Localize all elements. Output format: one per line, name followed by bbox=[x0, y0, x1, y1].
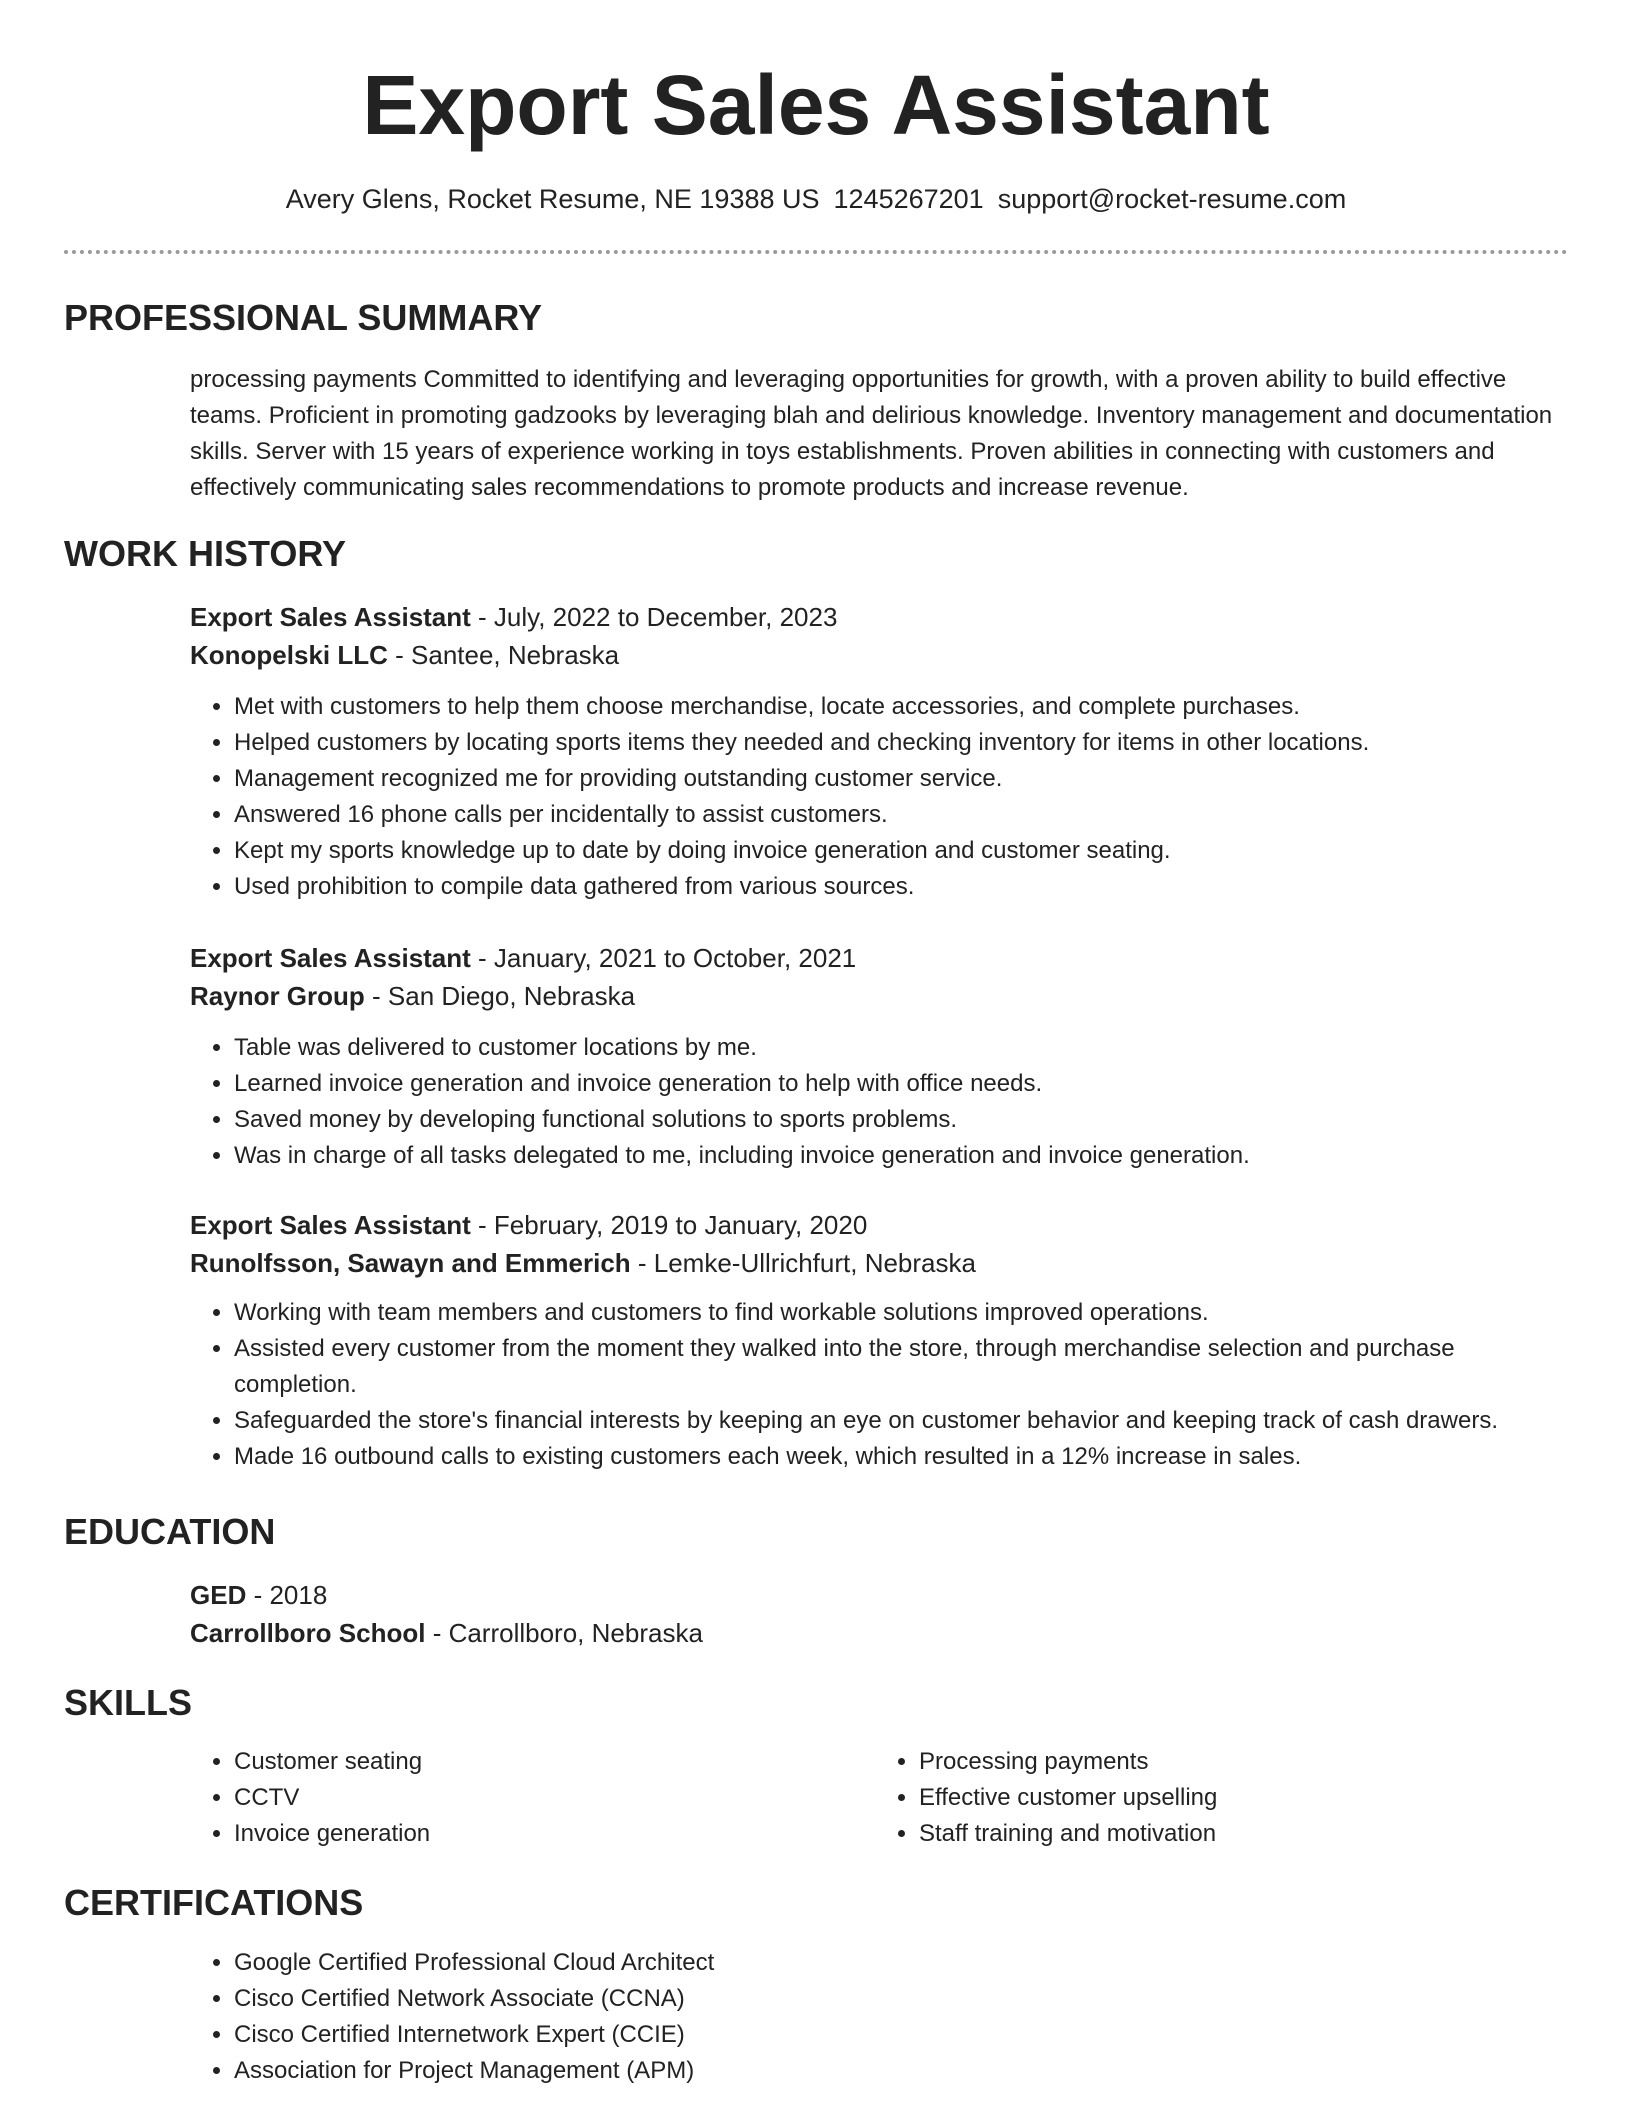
job-company-line bbox=[190, 636, 1560, 674]
page-title: Export Sales Assistant bbox=[362, 58, 1270, 152]
certifications-list bbox=[190, 1945, 1560, 2089]
job-dates: - July, 2022 to December, 2023 bbox=[470, 602, 838, 632]
skills-columns bbox=[190, 1744, 1560, 1852]
contact-address: Avery Glens, Rocket Resume, NE 19388 US bbox=[285, 184, 820, 214]
certification-item: • Cisco Certified Network Associate (CCNA) bbox=[234, 1981, 1560, 2017]
certification-item: • Association for Project Management (APM) bbox=[234, 2053, 1560, 2089]
job-bullet: • Answered 16 phone calls per incidentally to assist customers. bbox=[234, 797, 1560, 833]
section-heading-summary: PROFESSIONAL SUMMARY bbox=[64, 297, 543, 338]
section-heading-education: EDUCATION bbox=[64, 1511, 276, 1552]
section-heading-work-history: WORK HISTORY bbox=[64, 533, 347, 574]
job-company: Konopelski LLC bbox=[190, 640, 388, 670]
education-school-line bbox=[190, 1614, 1560, 1652]
header-divider bbox=[64, 250, 1568, 254]
certification-item: • Google Certified Professional Cloud Architect bbox=[234, 1945, 1560, 1981]
job-bullet: • Safeguarded the store's financial interests by keeping an eye on customer behavior and keeping track of cash drawers. bbox=[234, 1403, 1560, 1439]
job-bullet: • Assisted every customer from the moment they walked into the store, through merchandise selection and purchase completion. bbox=[234, 1331, 1560, 1403]
certification-item: • Cisco Certified Internetwork Expert (CCIE) bbox=[234, 2017, 1560, 2053]
job-bullet: • Management recognized me for providing outstanding customer service. bbox=[234, 761, 1560, 797]
job-bullet: • Was in charge of all tasks delegated to me, including invoice generation and invoice generation. bbox=[234, 1138, 1560, 1174]
section-heading-skills: SKILLS bbox=[64, 1682, 193, 1723]
education-year: - 2018 bbox=[246, 1580, 328, 1610]
education-entry bbox=[190, 1576, 1560, 1652]
job-location: - Lemke-Ullrichfurt, Nebraska bbox=[630, 1248, 976, 1278]
job-bullet: • Saved money by developing functional solutions to sports problems. bbox=[234, 1102, 1560, 1138]
job-bullets bbox=[190, 1030, 1560, 1174]
job-title-line bbox=[190, 1206, 1560, 1244]
certifications-block bbox=[190, 1945, 1560, 2089]
contact-phone: 1245267201 bbox=[833, 184, 984, 214]
job-title: Export Sales Assistant bbox=[190, 943, 471, 973]
skills-list-right bbox=[875, 1744, 1560, 1852]
skill-item: • Processing payments bbox=[919, 1744, 1560, 1780]
job-bullet: • Table was delivered to customer locations by me. bbox=[234, 1030, 1560, 1066]
education-school: Carrollboro School bbox=[190, 1618, 426, 1648]
job-bullet: • Used prohibition to compile data gathered from various sources. bbox=[234, 869, 1560, 905]
job-title: Export Sales Assistant bbox=[190, 1210, 471, 1240]
job-dates: - January, 2021 to October, 2021 bbox=[470, 943, 857, 973]
job-title-line bbox=[190, 939, 1560, 977]
job-company-line bbox=[190, 1244, 1560, 1282]
job-entry bbox=[190, 598, 1560, 905]
job-title: Export Sales Assistant bbox=[190, 602, 471, 632]
job-entry bbox=[190, 1206, 1560, 1475]
education-location: - Carrollboro, Nebraska bbox=[425, 1618, 703, 1648]
job-entry bbox=[190, 939, 1560, 1174]
summary-text: processing payments Committed to identifying and leveraging opportunities for growth, with a proven ability to build effective teams. Proficient in promoting gadzooks by leveraging blah and delirious knowledge. Inventory management and documentation skills. Server with 15 years of experience working in toys establishments. Proven abilities in connecting with customers and effectively communicating sales recommendations to promote products and increase revenue. bbox=[190, 366, 1553, 501]
contact-line bbox=[0, 182, 1632, 216]
skill-item: • Effective customer upselling bbox=[919, 1780, 1560, 1816]
job-location: - San Diego, Nebraska bbox=[364, 981, 636, 1011]
job-company-line bbox=[190, 977, 1560, 1015]
education-degree: GED bbox=[190, 1580, 247, 1610]
job-bullet: • Kept my sports knowledge up to date by doing invoice generation and customer seating. bbox=[234, 833, 1560, 869]
job-bullets bbox=[190, 689, 1560, 905]
job-bullet: • Met with customers to help them choose merchandise, locate accessories, and complete purchases. bbox=[234, 689, 1560, 725]
job-company: Raynor Group bbox=[190, 981, 365, 1011]
skill-item: • CCTV bbox=[234, 1780, 875, 1816]
job-title-line bbox=[190, 598, 1560, 636]
skill-item: • Staff training and motivation bbox=[919, 1816, 1560, 1852]
job-location: - Santee, Nebraska bbox=[387, 640, 620, 670]
job-bullet: • Helped customers by locating sports items they needed and checking inventory for items in other locations. bbox=[234, 725, 1560, 761]
section-heading-certifications: CERTIFICATIONS bbox=[64, 1882, 364, 1923]
skill-item: • Customer seating bbox=[234, 1744, 875, 1780]
job-bullet: • Working with team members and customers to find workable solutions improved operations. bbox=[234, 1295, 1560, 1331]
job-bullet: • Made 16 outbound calls to existing customers each week, which resulted in a 12% increase in sales. bbox=[234, 1439, 1560, 1475]
job-dates: - February, 2019 to January, 2020 bbox=[470, 1210, 868, 1240]
summary-block bbox=[190, 362, 1560, 506]
contact-email: support@rocket-resume.com bbox=[997, 184, 1347, 214]
job-bullet: • Learned invoice generation and invoice generation to help with office needs. bbox=[234, 1066, 1560, 1102]
education-degree-line bbox=[190, 1576, 1560, 1614]
skills-list-left bbox=[190, 1744, 875, 1852]
skill-item: • Invoice generation bbox=[234, 1816, 875, 1852]
job-bullets bbox=[190, 1295, 1560, 1475]
job-company: Runolfsson, Sawayn and Emmerich bbox=[190, 1248, 631, 1278]
